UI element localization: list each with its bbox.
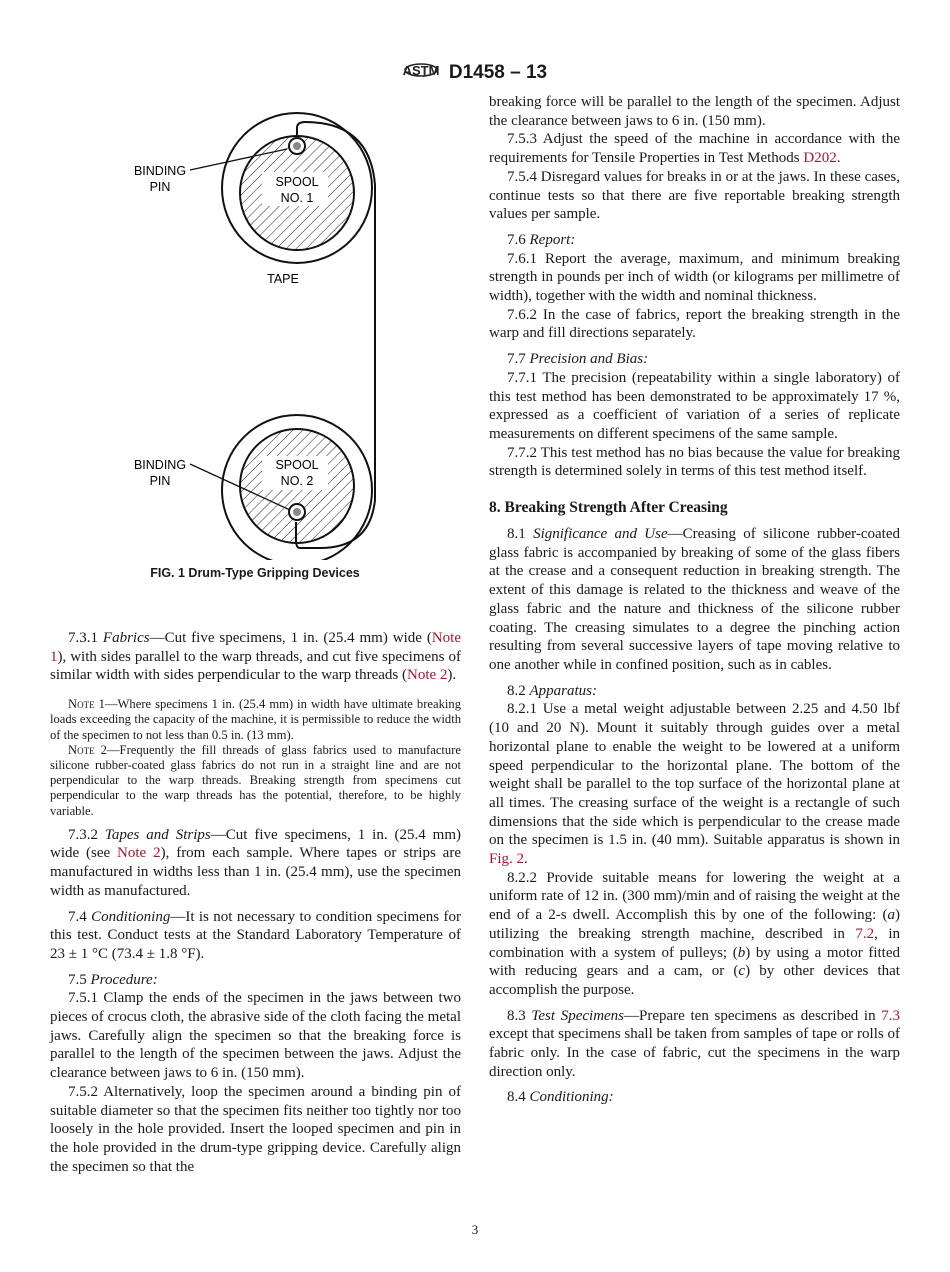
paragraph (489, 168, 900, 224)
cross-reference-link[interactable]: Note 2 (407, 667, 448, 684)
section-heading (489, 499, 900, 517)
text-run: 7.7.1 The precision (repeatability within a single laboratory) of this test method has been demonstrated to be approximately 17 %, expressed as a coefficient of variation of a series of replicate measurements on different specimens of the same sample. (489, 369, 900, 442)
text-run: 7.6.2 In the case of fabrics, report the breaking strength in the warp and fill directions separately. (489, 306, 900, 342)
text-run: ), with sides parallel to the warp threads, and cut five specimens of similar width with sides perpendicular to the warp threads ( (50, 648, 461, 684)
paragraph (50, 1083, 461, 1177)
paragraph (489, 1007, 900, 1082)
text-run: breaking force will be parallel to the length of the specimen. Adjust the clearance between jaws to 6 in. (150 mm). (489, 94, 900, 129)
note-label: Note (68, 742, 95, 757)
text-run: 7.4 (68, 908, 92, 925)
paragraph (50, 971, 461, 990)
italic-term: Significance and Use (533, 526, 668, 543)
paragraph (489, 444, 900, 481)
italic-term: Fabrics (102, 630, 150, 646)
text-run: ) by using a motor fitted with reducing gears and a cam, or ( (489, 944, 900, 980)
right-column (489, 93, 900, 1107)
text-run: ). (447, 667, 457, 684)
svg-text:PIN: PIN (149, 180, 171, 194)
binding-pin-2-label: BINDING (133, 458, 187, 472)
cross-reference-link[interactable]: Note 2 (117, 845, 161, 862)
cross-reference-link[interactable]: Note 1 (50, 630, 461, 665)
paragraph (50, 826, 461, 901)
text-run: 8.2 (507, 682, 530, 699)
paragraph (489, 700, 900, 868)
text-run: 7.6 (507, 231, 530, 248)
text-run: 8. Breaking Strength After Creasing (489, 499, 728, 517)
paragraph (489, 306, 900, 343)
text-run: 7.3.1 (68, 630, 103, 646)
note-paragraph (50, 743, 461, 819)
text-run: 7.5.3 Adjust the speed of the machine in accordance with the requirements for Tensile Properties in Test Methods (489, 131, 900, 167)
text-run: . (836, 150, 841, 167)
spool-2-label: SPOOL (275, 458, 319, 472)
astm-logo-icon (403, 58, 439, 87)
text-run: 7.5.2 Alternatively, loop the specimen around a binding pin of suitable diameter so that the specimen fits neither too tightly nor too loosely in the hole provided. Insert the looped specimen and pin in the hole provided in the drum-type gripping device. Carefully align the specimen so that the (50, 1083, 461, 1175)
note-paragraph (50, 697, 461, 743)
paragraph (50, 989, 461, 1083)
svg-text:NO. 2: NO. 2 (280, 474, 314, 488)
paragraph (489, 93, 900, 130)
figure-1-drum-gripping-devices (100, 90, 480, 565)
text-run: 8.2.1 Use a metal weight adjustable between 2.25 and 4.50 lbf (10 and 20 N). Mount it suitably through guides over a metal horizontal plane to enable the weight to be lowered at a uniform speed perpendicular to the horizontal plane. The bottom of the weight shall be parallel to the top surface of the horizontal plane at all times. The creasing surface of the weight is a rectangle of such dimensions that the side which is perpendicular to the crease made on the specimen is 1.5 in. (40 mm). Suitable apparatus is shown in (489, 701, 900, 849)
text-run: —Creasing of silicone rubber-coated glass fabric is accompanied by breaking of some of the glass fibers at the crease and a consequent reduction in breaking strength. The extent of this damage is related to the thickness and weave of the glass fabric and the nature and thickness of the silicone rubber coating. The creasing simulates to a degree the pinching action resulting from several successive layers of tape moving relative to one another while in confined position, such as in cables. (489, 526, 900, 673)
paragraph (489, 869, 900, 1000)
italic-term: Conditioning (91, 908, 171, 925)
text-run: 8.1 (507, 526, 534, 543)
svg-text:ASTM: ASTM (402, 63, 439, 78)
text-run: —Prepare ten specimens as described in (624, 1007, 882, 1024)
document-code: D1458 – 13 (448, 61, 548, 83)
text-run: , in combination with a system of pulleys; ( (489, 925, 900, 961)
italic-term: Apparatus: (529, 682, 597, 699)
text-run: 7.7 (507, 351, 530, 368)
text-run: 1—Where specimens 1 in. (25.4 mm) in width have ultimate breaking loads exceeding the capacity of the machine, it is permissible to reduce the width of the specimen to not less than 0.5 in. (13 mm). (50, 697, 461, 742)
paragraph (489, 250, 900, 306)
paragraph (50, 908, 461, 964)
text-run: ) by other devices that accomplish the purpose. (489, 963, 900, 998)
figure-caption: FIG. 1 Drum-Type Gripping Devices (150, 566, 360, 580)
note-label: Note (68, 697, 95, 712)
italic-term: Report: (529, 231, 576, 248)
text-run: —Cut five specimens, 1 in. (25.4 mm) wide (see (50, 826, 461, 862)
paragraph (489, 369, 900, 444)
text-run: 7.5.4 Disregard values for breaks in or at the jaws. In these cases, continue tests so that there are five reportable breaking strength values per sample. (489, 168, 900, 223)
italic-term: b (737, 944, 746, 961)
binding-pin-1-label: BINDING (133, 164, 187, 178)
text-run: 7.3.2 (68, 826, 105, 843)
italic-term: Precision and Bias: (529, 351, 649, 368)
italic-term: Procedure: (90, 971, 158, 988)
italic-term: c (738, 963, 746, 980)
paragraph (50, 629, 461, 685)
cross-reference-link[interactable]: 7.3 (881, 1007, 901, 1024)
italic-term: Test Specimens (531, 1007, 625, 1024)
text-run: ), from each sample. Where tapes or strips are manufactured in widths less than 1 in. (25.4 mm), use the specimen width as manufactured. (50, 845, 461, 899)
italic-term: Conditioning: (529, 1089, 614, 1106)
paragraph (489, 231, 900, 250)
paragraph (489, 682, 900, 701)
text-run: 2—Frequently the fill threads of glass fabrics used to manufacture silicone rubber-coated glass fabrics do not run in a straight line and are not perpendicular to the warp threads. Breaking strength from specimens cut perpendicular to the warp threads has the potential, therefore, to be highly variable. (50, 742, 461, 818)
text-run: 7.6.1 Report the average, maximum, and minimum breaking strength in pounds per inch of width (or kilograms per millimetre of width), together with the width and nominal thickness. (489, 250, 900, 305)
text-run: . (524, 851, 528, 868)
left-column (50, 629, 461, 1176)
text-run: 8.2.2 Provide suitable means for lowering the weight at a uniform rate of 12 in. (300 mm)/min and of raising the weight at the end of a 2-s dwell. Accomplish this by one of the following: ( (489, 869, 900, 924)
text-run: except that specimens shall be taken from samples of tape or rolls of fabric only. In the case of fabric, cut the specimens in the warp direction only. (489, 1026, 900, 1080)
svg-text:PIN: PIN (149, 474, 171, 488)
text-run: 8.4 (507, 1089, 530, 1106)
cross-reference-link[interactable]: Fig. 2 (489, 851, 525, 868)
text-run: ) utilizing the breaking strength machine, described in (489, 907, 900, 942)
italic-term: Tapes and Strips (104, 826, 211, 843)
cross-reference-link[interactable]: 7.2 (855, 925, 875, 942)
text-run: 7.5 (68, 971, 91, 988)
tape-label: TAPE (267, 272, 299, 286)
spool-1-label: SPOOL (275, 175, 319, 189)
text-run: 7.5.1 Clamp the ends of the specimen in the jaws between two pieces of crocus cloth, the abrasive side of the cloth facing the metal jaws. Carefully align the specimen so that the breaking force is parallel to the length of the specimen between the jaws. Adjust the clearance between jaws to 6 in. (150 mm). (50, 990, 461, 1082)
italic-term: a (887, 907, 895, 924)
paragraph (489, 1088, 900, 1107)
text-run: —Cut five specimens, 1 in. (25.4 mm) wide ( (149, 630, 432, 646)
cross-reference-link[interactable]: D202 (803, 150, 837, 167)
text-run: 8.3 (507, 1007, 532, 1024)
paragraph (489, 525, 900, 675)
text-run: 7.7.2 This test method has no bias because the value for breaking strength is determined solely in terms of this test method itself. (489, 444, 900, 480)
page-header (0, 58, 950, 87)
svg-text:NO. 1: NO. 1 (280, 191, 314, 205)
paragraph (489, 130, 900, 167)
page-number: 3 (471, 1222, 479, 1237)
text-run: —It is not necessary to condition specimens for this test. Conduct tests at the Standard Laboratory Temperature of 23 ± 1 °C (73.4 ± 1.8 °F). (50, 908, 461, 962)
paragraph (489, 350, 900, 369)
